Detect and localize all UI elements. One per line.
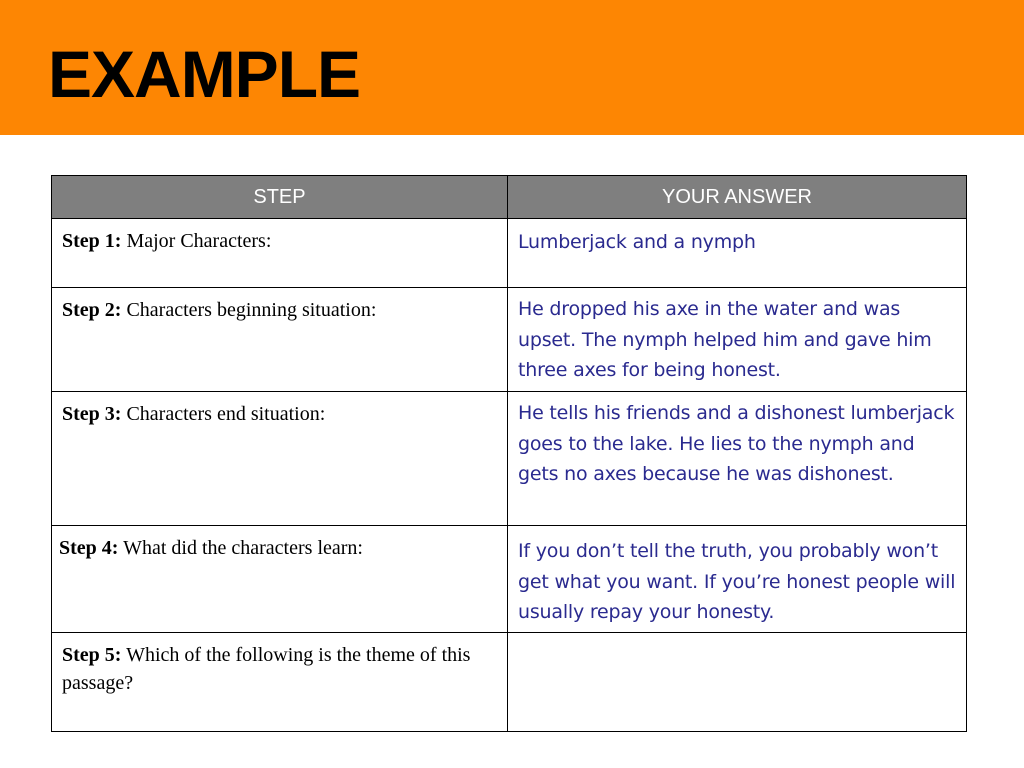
answer-cell-empty (508, 633, 967, 732)
header-step: STEP (52, 176, 508, 219)
step-text: What did the characters learn: (118, 537, 363, 559)
step-cell (52, 392, 508, 526)
step-cell (52, 633, 508, 732)
table-row (52, 288, 967, 392)
step-label: Step 2: (62, 299, 122, 321)
step-cell (52, 526, 508, 633)
step-label: Step 1: (62, 230, 122, 252)
step-cell (52, 219, 508, 288)
answer-cell: Lumberjack and a nymph (508, 219, 967, 288)
step-label: Step 3: (62, 403, 122, 425)
table-header-row (52, 176, 967, 219)
table-row (52, 219, 967, 288)
header-your-answer: YOUR ANSWER (508, 176, 967, 219)
slide-title: EXAMPLE (48, 37, 361, 111)
step-text: Characters end situation: (121, 403, 326, 425)
table-row (52, 526, 967, 633)
step-label: Step 5: (62, 644, 122, 666)
step-label: Step 4: (59, 537, 119, 559)
step-text: Major Characters: (121, 230, 272, 252)
step-text: Characters beginning situation: (121, 299, 377, 321)
answer-cell: He tells his friends and a dishonest lumberjack goes to the lake. He lies to the nymph and gets no axes because he was dishonest. (508, 392, 967, 526)
answer-cell: If you don’t tell the truth, you probably won’t get what you want. If you’re honest people will usually repay your honesty. (508, 526, 967, 633)
steps-table (51, 175, 967, 732)
answer-cell: He dropped his axe in the water and was upset. The nymph helped him and gave him three axes for being honest. (508, 288, 967, 392)
step-text: Which of the following is the theme of this passage? (62, 644, 471, 694)
table-row (52, 633, 967, 732)
table-row (52, 392, 967, 526)
step-cell (52, 288, 508, 392)
